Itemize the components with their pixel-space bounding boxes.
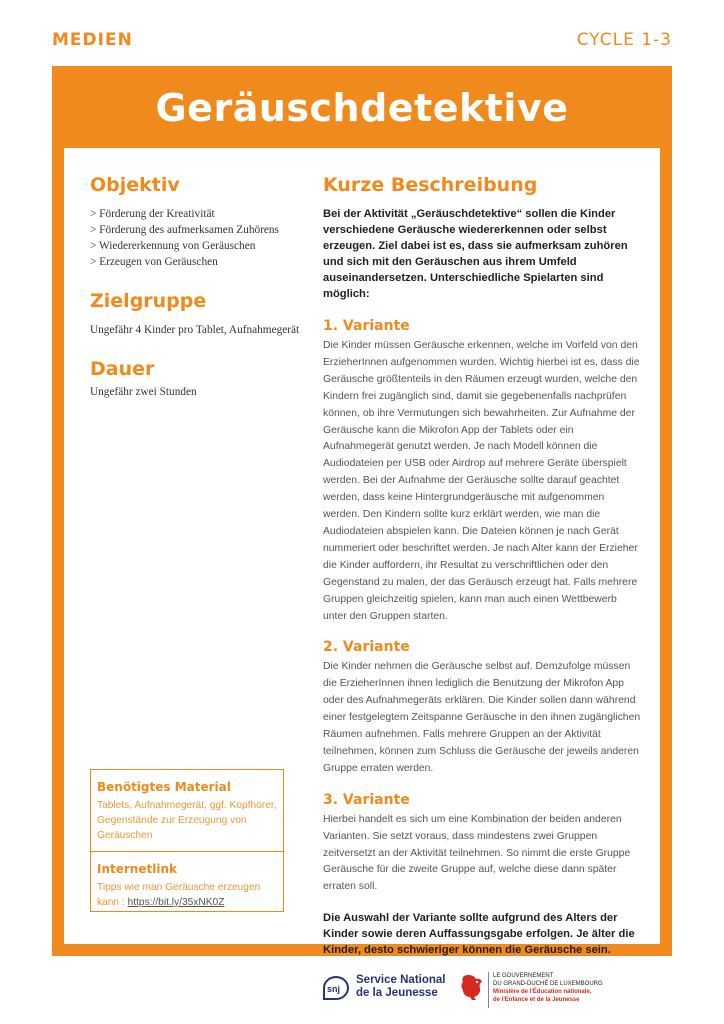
gov-line-2: DU GRAND-DUCHÉ DE LUXEMBOURG — [493, 981, 603, 987]
list-item: > Erzeugen von Geräuschen — [90, 256, 218, 268]
list-item: > Förderung der Kreativität — [90, 208, 215, 220]
beschreibung-heading: Kurze Beschreibung — [323, 174, 538, 196]
orange-frame — [52, 66, 672, 956]
dauer-heading: Dauer — [90, 358, 155, 380]
content-card — [64, 148, 660, 957]
material-heading: Benötigtes Material — [97, 780, 231, 794]
variante-3-heading: 3. Variante — [323, 791, 410, 808]
list-item: > Wiedererkennung von Geräuschen — [90, 240, 256, 252]
list-item: > Förderung des aufmerksamen Zuhörens — [90, 224, 279, 236]
section-label: MEDIEN — [52, 30, 133, 50]
gov-line-3: Ministère de l'Éducation nationale, — [493, 989, 592, 995]
material-text: Tablets, Aufnahmegerät, ggf. Kopfhörer, Gegenstände zur Erzeugung von Geräuschen — [97, 800, 277, 841]
snj-line-1: Service National — [356, 974, 446, 986]
material-divider — [91, 851, 283, 852]
internetlink-text — [97, 880, 277, 910]
snj-line-2: de la Jeunesse — [356, 987, 438, 999]
lion-crest-icon — [458, 972, 486, 1002]
objektiv-heading: Objektiv — [90, 174, 180, 196]
snj-name — [356, 974, 445, 1000]
government-text — [493, 972, 603, 1004]
left-column — [90, 174, 300, 400]
gov-line-4: de l'Enfance et de la Jeunesse — [493, 997, 580, 1003]
variante-3-text: Hierbei handelt es sich um eine Kombination der beiden anderen Varianten. Sie setzt voraus, dass mindestens zwei Gruppen zeitversetzt an der Aktivität teilnehmen. So nimmt die erste Gruppe Geräusche für die zweite Gruppe auf, welche diese dann später erraten soll. — [323, 813, 631, 893]
closing-text: Die Auswahl der Variante sollte aufgrund des Alters der Kinder sowie deren Auffassungsgabe erfolgen. Je älter die Kinder, desto schwieriger können die Geräusche sein. — [323, 912, 635, 957]
page-title: Geräuschdetektive — [155, 86, 569, 130]
dauer-text: Ungefähr zwei Stunden — [90, 386, 197, 398]
right-column — [323, 174, 643, 958]
internetlink-url[interactable]: https://bit.ly/35xNK0Z — [127, 897, 225, 908]
footer-divider — [488, 972, 489, 1008]
cycle-label: CYCLE 1-3 — [576, 30, 672, 50]
variante-1-heading: 1. Variante — [323, 318, 410, 334]
internetlink-label: Tipps wie man Geräusche erzeugen kann : — [97, 882, 261, 908]
material-box — [90, 769, 284, 912]
objektiv-list — [90, 206, 300, 270]
variante-1-text: Die Kinder müssen Geräusche erkennen, welche im Vorfeld von den ErzieherInnen aufgenommen wurden. Wichtig hierbei ist es, dass die Geräusche größtenteils in den Räumen erzeugt wurden, welche den Kindern frei zugänglich sind, damit sie gegebenenfalls nachprüfen können, ob ihre Vermutungen sich bewahrheiten. Zur Aufnahme der Geräusche kann die Mikrofon App der Tablets oder ein Aufnahmegerät genutzt werden. Je nach Modell können die Audiodateien per USB oder Airdrop auf mehrere Geräte überspielt werden. Bei der Aufnahme der Geräusche sollte darauf geachtet werden, dass keine Hintergrundgeräusche mit aufgenommen werden. Den Kindern sollte kurz erklärt werden, wie man die Audiodateien abspielen kann. Die Dateien können je nach Gerät nummeriert oder beschriftet werden. Je nach Alter kann der Erzieher die Kinder auffordern, ihr Resultat zu verschriftlichen oder den Gegenstand zu malen, der das Geräusch erzeugt hat. Falls mehrere Gruppen gleichzeitig spielen, kann man auch einen Wettbewerb unter den Gruppen starten. — [323, 340, 640, 622]
snj-mark: snj — [327, 984, 341, 994]
variante-2-text: Die Kinder nehmen die Geräusche selbst auf. Demzufolge müssen die ErzieherInnen ihnen lediglich die Benutzung der Mikrofon App oder des Aufnahmegeräts erklären. Die Kinder sollen dann während einer festgelegtem Zeitspanne Geräusche in den ihnen zugänglichen Räumen aufnehmen. Falls mehrere Gruppen an der Aktivität teilnehmen, können zum Schluss die Geräusche der jeweils anderen Gruppe erraten werden. — [323, 661, 641, 774]
variante-2-heading: 2. Variante — [323, 639, 410, 656]
gov-line-1: LE GOUVERNEMENT — [493, 973, 554, 979]
zielgruppe-heading: Zielgruppe — [90, 290, 207, 312]
snj-logo-icon — [323, 976, 349, 1000]
footer — [0, 968, 724, 1018]
beschreibung-intro: Bei der Aktivität „Geräuschdetektive“ sollen die Kinder verschiedene Geräusche wiedererkennen oder selbst erzeugen. Ziel dabei ist es, dass sie aufmerksam zuhören und sich mit den Geräuschen aus ihrem Umfeld auseinandersetzen. Unterschiedliche Spielarten sind möglich: — [323, 208, 628, 300]
zielgruppe-text: Ungefähr 4 Kinder pro Tablet, Aufnahmegerät — [90, 324, 300, 336]
internetlink-heading: Internetlink — [97, 862, 177, 876]
